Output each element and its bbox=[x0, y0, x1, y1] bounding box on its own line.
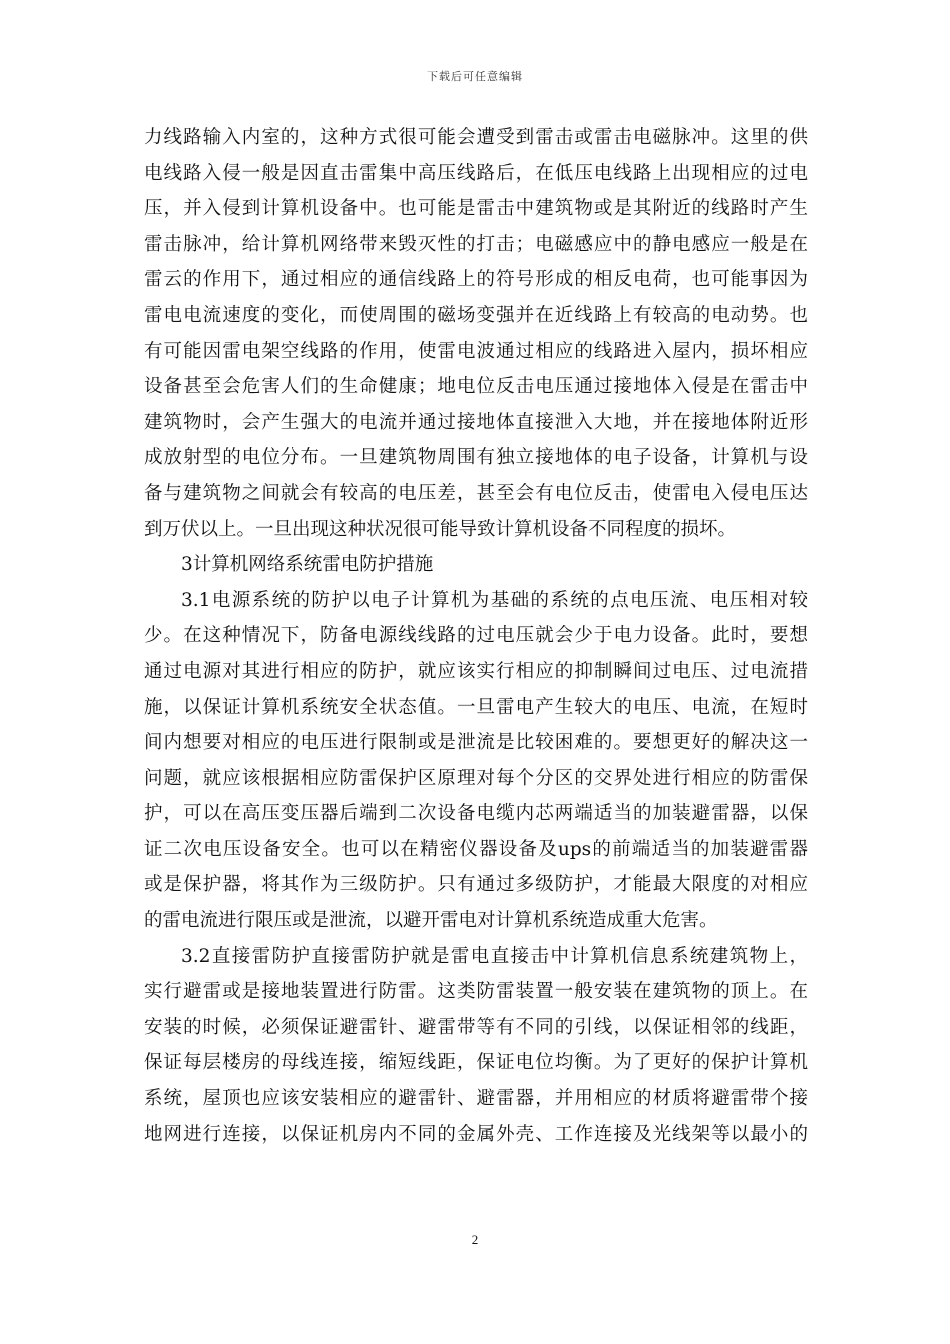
document-body bbox=[144, 120, 808, 1152]
text-line: 间内想要对相应的电压进行限制或是泄流是比较困难的。要想更好的解决这一 bbox=[144, 732, 808, 754]
text-line: 护，可以在高压变压器后端到二次设备电缆内芯两端适当的加装避雷器，以保 bbox=[144, 803, 808, 825]
text-line: 或是保护器，将其作为三级防护。只有通过多级防护，才能最大限度的对相应 bbox=[144, 874, 808, 896]
text-line: 雷云的作用下，通过相应的通信线路上的符号形成的相反电荷，也可能事因为 bbox=[144, 269, 808, 291]
text-line: 3.2直接雷防护直接雷防护就是雷电直接击中计算机信息系统建筑物上， bbox=[181, 945, 808, 967]
text-line: 3计算机网络系统雷电防护措施 bbox=[181, 554, 434, 576]
text-line: 3.1电源系统的防护以电子计算机为基础的系统的点电压流、电压相对较 bbox=[181, 589, 808, 611]
text-line: 有可能因雷电架空线路的作用，使雷电波通过相应的线路进入屋内，损坏相应 bbox=[144, 340, 808, 362]
text-line: 成放射型的电位分布。一旦建筑物周围有独立接地体的电子设备，计算机与设 bbox=[144, 447, 808, 469]
page-number: 2 bbox=[471, 1232, 479, 1247]
text-line: 压，并入侵到计算机设备中。也可能是雷击中建筑物或是其附近的线路时产生 bbox=[144, 198, 808, 220]
text-line: 建筑物时，会产生强大的电流并通过接地体直接泄入大地，并在接地体附近形 bbox=[144, 411, 808, 433]
page-header: 下载后可任意编辑 bbox=[427, 70, 523, 83]
text-line: 保证每层楼房的母线连接，缩短线距，保证电位均衡。为了更好的保护计算机 bbox=[144, 1052, 808, 1074]
text-line: 设备甚至会危害人们的生命健康；地电位反击电压通过接地体入侵是在雷击中 bbox=[144, 376, 808, 398]
text-line: 证二次电压设备安全。也可以在精密仪器设备及ups的前端适当的加装避雷器 bbox=[144, 838, 808, 860]
text-line: 施，以保证计算机系统安全状态值。一旦雷电产生较大的电压、电流，在短时 bbox=[144, 696, 808, 718]
text-line: 备与建筑物之间就会有较高的电压差，甚至会有电位反击，使雷电入侵电压达 bbox=[144, 482, 808, 504]
text-line: 的雷电流进行限压或是泄流，以避开雷电对计算机系统造成重大危害。 bbox=[144, 910, 718, 932]
text-line: 少。在这种情况下，防备电源线线路的过电压就会少于电力设备。此时，要想 bbox=[144, 625, 808, 647]
text-line: 雷电电流速度的变化，而使周围的磁场变强并在近线路上有较高的电动势。也 bbox=[144, 304, 808, 326]
text-line: 通过电源对其进行相应的防护，就应该实行相应的抑制瞬间过电压、过电流措 bbox=[144, 660, 808, 682]
text-line: 电线路入侵一般是因直击雷集中高压线路后，在低压电线路上出现相应的过电 bbox=[144, 162, 808, 184]
text-line: 雷击脉冲，给计算机网络带来毁灭性的打击；电磁感应中的静电感应一般是在 bbox=[144, 233, 808, 255]
text-line: 实行避雷或是接地装置进行防雷。这类防雷装置一般安装在建筑物的顶上。在 bbox=[144, 981, 808, 1003]
text-line: 地网进行连接，以保证机房内不同的金属外壳、工作连接及光线架等以最小的 bbox=[144, 1123, 808, 1145]
text-line: 问题，就应该根据相应防雷保护区原理对每个分区的交界处进行相应的防雷保 bbox=[144, 767, 808, 789]
text-line: 到万伏以上。一旦出现这种状况很可能导致计算机设备不同程度的损坏。 bbox=[144, 518, 737, 540]
text-line: 系统，屋顶也应该安装相应的避雷针、避雷器，并用相应的材质将避雷带个接 bbox=[144, 1088, 808, 1110]
text-line: 安装的时候，必须保证避雷针、避雷带等有不同的引线，以保证相邻的线距， bbox=[144, 1016, 808, 1038]
text-line: 力线路输入内室的，这种方式很可能会遭受到雷击或雷击电磁脉冲。这里的供 bbox=[144, 127, 808, 148]
